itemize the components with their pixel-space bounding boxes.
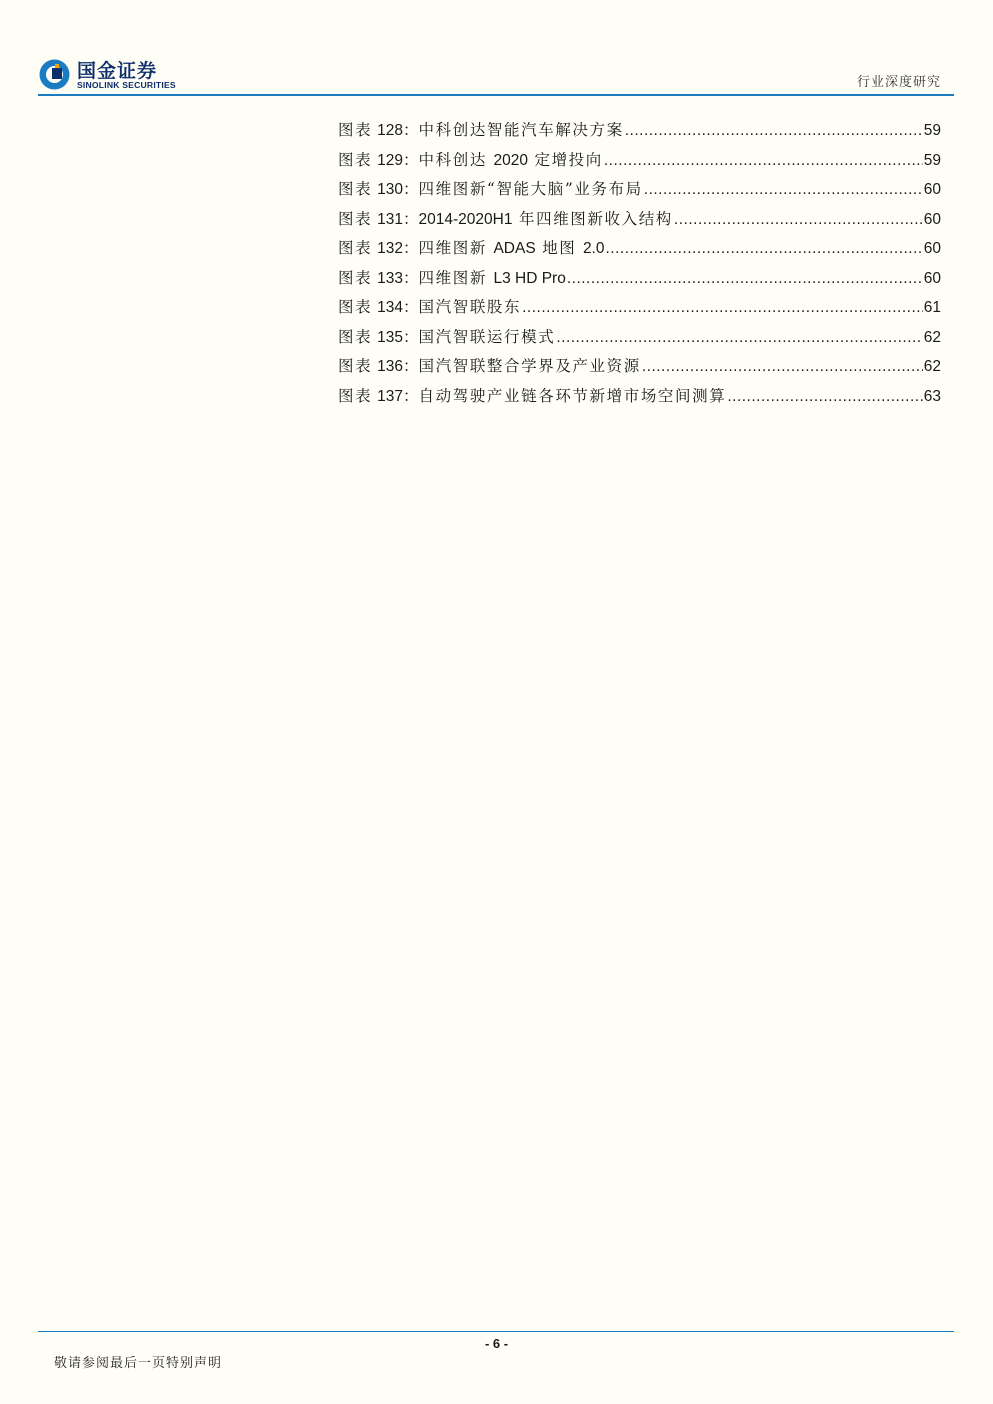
toc-title-part: 地图 [535, 239, 583, 257]
toc-item[interactable] [338, 354, 941, 384]
toc-item-number: 130： [377, 181, 419, 198]
toc-item-page: 61 [923, 299, 941, 316]
toc-item-page: 63 [923, 387, 941, 405]
toc-item-number: 134： [377, 299, 419, 316]
report-type: 行业深度研究 [856, 75, 941, 90]
toc-item-page: 59 [923, 122, 941, 139]
toc-item[interactable] [338, 118, 941, 148]
toc-title-part: 四维图新 [418, 239, 494, 257]
toc-item-number: 137： [377, 387, 419, 405]
page-number: - 6 - [484, 1336, 509, 1351]
toc-leader-dots [644, 181, 923, 199]
toc-item-label: 图表 [338, 357, 373, 375]
toc-item-label: 图表 [338, 327, 373, 346]
toc-item[interactable] [338, 295, 941, 325]
toc-item-number: 136： [377, 358, 419, 375]
toc-leader-dots [567, 270, 923, 288]
toc-leader-dots [727, 388, 922, 406]
toc-title-part: 2014-2020H1 [418, 210, 513, 228]
toc-item-page: 62 [923, 358, 941, 375]
toc-title-part: L3 HD Pro [493, 269, 566, 287]
toc-title-part: 四维图新 [418, 268, 494, 287]
toc-item-title: 国汽智联股东 [418, 298, 522, 316]
toc-item-label: 图表 [338, 209, 373, 228]
toc-leader-dots [604, 152, 923, 170]
toc-item-title: 国汽智联运行模式 [418, 327, 556, 346]
toc-leader-dots [606, 240, 923, 258]
toc-item-page: 60 [923, 181, 941, 198]
company-logo [38, 56, 188, 92]
toc-item-number: 128： [377, 122, 419, 139]
disclaimer-text: 敬请参阅最后一页特别声明 [54, 1356, 223, 1371]
toc-item-page: 60 [923, 240, 941, 257]
toc-item-number: 131： [377, 210, 419, 228]
toc-item[interactable] [338, 325, 941, 355]
toc-leader-dots [625, 122, 923, 140]
toc-item[interactable] [338, 266, 941, 296]
header-divider [38, 94, 954, 96]
footer-divider [38, 1331, 954, 1332]
toc-item-page: 60 [923, 210, 941, 228]
toc-item[interactable] [338, 207, 941, 237]
toc-item-number: 135： [377, 328, 419, 346]
toc-leader-dots [522, 299, 923, 317]
toc-item-label: 图表 [338, 121, 373, 139]
toc-item-number: 129： [377, 151, 419, 169]
toc-leader-dots [556, 329, 922, 347]
toc-item-label: 图表 [338, 386, 373, 405]
toc-item-label: 图表 [338, 239, 373, 257]
toc-item-title [419, 207, 673, 229]
toc-leader-dots [674, 211, 923, 229]
toc-title-part: 年四维图新收入结构 [512, 209, 673, 228]
toc-item-title: 国汽智联整合学界及产业资源 [418, 357, 641, 375]
toc-item[interactable] [338, 236, 941, 266]
logo-text-cn: 国金证券 [77, 60, 158, 82]
toc-item-number: 132： [377, 240, 419, 257]
toc-item-number: 133： [377, 269, 419, 287]
toc-item-title [419, 148, 603, 170]
toc-title-part: 2.0 [582, 240, 605, 257]
toc-leader-dots [642, 358, 923, 376]
toc-item-title [419, 266, 566, 288]
toc-title-part: 中科创达 [418, 150, 494, 169]
toc-item-page: 59 [923, 151, 941, 169]
page-header [0, 0, 993, 100]
toc-item-page: 60 [923, 269, 941, 287]
toc-item-label: 图表 [338, 180, 373, 198]
toc-item[interactable] [338, 177, 941, 207]
toc-title-part: 定增投向 [527, 150, 603, 169]
toc-item-title: 自动驾驶产业链各环节新增市场空间测算 [418, 386, 727, 405]
sinolink-logo-icon [38, 58, 71, 91]
toc-item[interactable] [338, 384, 941, 414]
toc-item-page: 62 [923, 328, 941, 346]
toc-item-title [419, 236, 605, 258]
toc-item-title: 四维图新“智能大脑”业务布局 [418, 180, 643, 198]
toc-item-label: 图表 [338, 150, 373, 169]
toc-item-label: 图表 [338, 268, 373, 287]
toc-item-label: 图表 [338, 298, 373, 316]
toc-item[interactable] [338, 148, 941, 178]
toc-title-part: ADAS [493, 240, 536, 257]
logo-text-en: SINOLINK SECURITIES [77, 80, 176, 90]
table-of-figures [338, 118, 941, 413]
toc-item-title: 中科创达智能汽车解决方案 [418, 121, 624, 139]
toc-title-part: 2020 [493, 151, 528, 169]
